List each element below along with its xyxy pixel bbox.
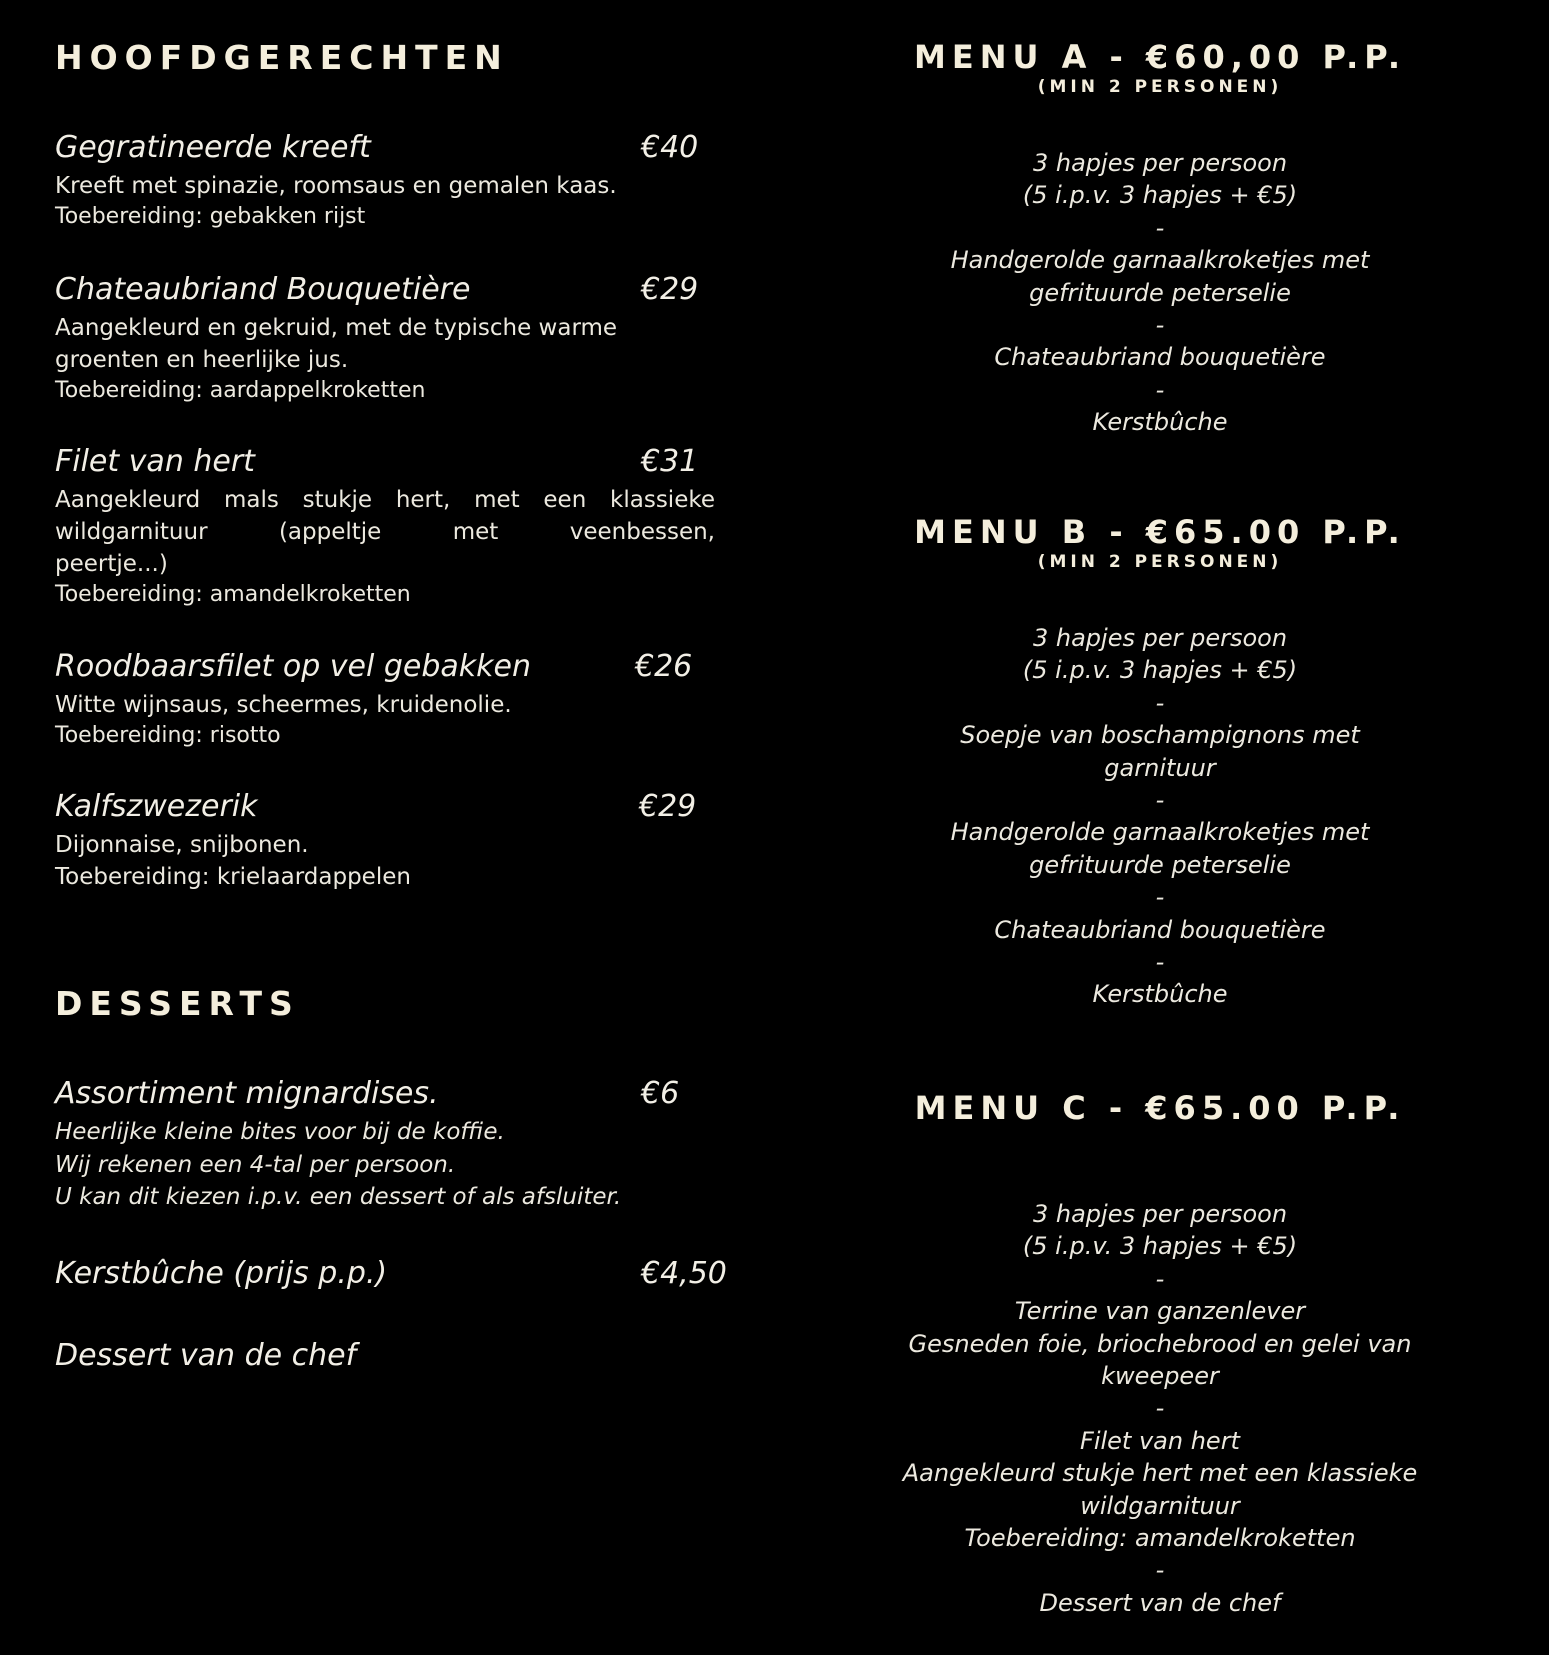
menu-line: (5 i.p.v. 3 hapjes + €5) [1022,181,1298,210]
dessert-price: €4,50 [641,1256,727,1291]
dessert-header [55,1338,715,1378]
dessert-name: Dessert van de chef [55,1338,357,1373]
dish-price: €29 [641,272,699,307]
menu-separator: - [1155,948,1165,977]
menu-separator: - [1155,1394,1165,1423]
menu-b [860,512,1460,1011]
menu-line: (5 i.p.v. 3 hapjes + €5) [1022,656,1298,685]
menu-separator: - [1155,213,1165,242]
dessert-price: €6 [641,1076,680,1111]
dish-item [55,649,715,751]
menu-separator: - [1155,786,1165,815]
menu-subtitle: (MIN 2 PERSONEN) [1037,77,1283,97]
menu-line: Dessert van de chef [1039,1588,1281,1617]
menu-line: Handgerolde garnaalkroketjes met [950,246,1370,275]
dish-description: peertje...) [55,551,168,577]
menu-separator: - [1155,311,1165,340]
dish-item [55,789,715,893]
dish-preparation: Toebereiding: aardappelkroketten [55,378,426,403]
dessert-item [55,1076,715,1214]
menu-line: gefrituurde peterselie [1029,278,1291,307]
menu-line: Toebereiding: amandelkroketten [964,1524,1356,1553]
dessert-description: Wij rekenen een 4-tal per persoon. [55,1151,456,1178]
menu-line: Kerstbûche [1092,408,1228,437]
dish-item [55,130,715,232]
menu-line: (5 i.p.v. 3 hapjes + €5) [1022,1232,1298,1261]
menu-line: Handgerolde garnaalkroketjes met [950,818,1370,847]
dessert-header [55,1076,715,1116]
menu-line: wildgarnituur [1080,1491,1240,1520]
dish-price: €26 [635,649,693,684]
menu-subtitle: (MIN 2 PERSONEN) [1037,552,1283,572]
dessert-name: Kerstbûche (prijs p.p.) [55,1256,388,1291]
menu-line: Gesneden foie, briochebrood en gelei van [908,1329,1412,1358]
menu-c [860,1088,1460,1619]
dish-preparation: Toebereiding: amandelkroketten [55,582,411,607]
menu-separator: - [1155,1556,1165,1585]
menu-line: garnituur [1104,753,1216,782]
menu-line: Chateaubriand bouquetière [994,915,1326,944]
dish-description: groenten en heerlijke jus. [55,347,349,373]
dish-item [55,272,715,406]
menu-line: Aangekleurd stukje hert met een klassieke [902,1459,1418,1488]
menu-title: MENU B - €65.00 P.P. [914,513,1406,551]
menu-line: kweepeer [1101,1362,1219,1391]
dessert-description: U kan dit kiezen i.p.v. een dessert of als afsluiter. [55,1184,622,1210]
menu-line: Filet van hert [1080,1426,1240,1455]
menu-title: MENU C - €65.00 P.P. [914,1089,1406,1127]
menu-line: Kerstbûche [1092,980,1228,1009]
dish-price: €40 [641,130,699,165]
dish-header [55,444,715,484]
menu-a [860,37,1460,439]
dessert-item [55,1256,727,1296]
dish-name: Kalfszwezerik [55,789,258,824]
dessert-item [55,1338,715,1378]
dessert-header [55,1256,727,1296]
menu-line: 3 hapjes per persoon [1032,624,1288,652]
dish-name: Chateaubriand Bouquetière [55,272,471,307]
dish-preparation: Toebereiding: krielaardappelen [55,864,411,890]
dish-description: wildgarnituur (appeltje met veenbessen, [55,519,715,545]
dish-description: Kreeft met spinazie, roomsaus en gemalen kaas. [55,173,617,199]
dish-description: Dijonnaise, snijbonen. [55,832,309,858]
dish-price: €31 [641,444,699,479]
menu-line: 3 hapjes per persoon [1032,149,1288,177]
menu-separator: - [1155,1264,1165,1293]
dish-name: Roodbaarsfilet op vel gebakken [55,649,532,684]
dish-header [55,789,715,829]
dish-item [55,444,715,610]
dish-header [55,272,715,312]
menu-line: Chateaubriand bouquetière [994,343,1326,372]
dish-description: Witte wijnsaus, scheermes, kruidenolie. [55,692,512,718]
dish-description: Aangekleurd mals stukje hert, met een klassieke [55,487,715,513]
dish-name: Gegratineerde kreeft [55,130,371,165]
menu-line: Terrine van ganzenlever [1014,1297,1306,1326]
menu-separator: - [1155,883,1165,912]
menu-title: MENU A - €60,00 P.P. [913,38,1407,76]
menu-separator: - [1155,688,1165,717]
dessert-name: Assortiment mignardises. [55,1076,439,1111]
dessert-description: Heerlijke kleine bites voor bij de koffie. [55,1119,505,1145]
menu-separator: - [1155,375,1165,404]
menu-line: gefrituurde peterselie [1029,850,1291,879]
dish-header [55,130,715,170]
menu-line: 3 hapjes per persoon [1032,1200,1288,1228]
dish-preparation: Toebereiding: gebakken rijst [55,204,366,229]
menu-line: Soepje van boschampignons met [960,721,1360,750]
dish-name: Filet van hert [55,444,255,479]
dish-price: €29 [639,789,697,824]
dish-header [55,649,715,689]
dish-preparation: Toebereiding: risotto [55,723,281,748]
desserts-heading: DESSERTS [55,984,300,1023]
dish-description: Aangekleurd en gekruid, met de typische warme [55,315,618,341]
mains-heading: HOOFDGERECHTEN [55,38,509,77]
